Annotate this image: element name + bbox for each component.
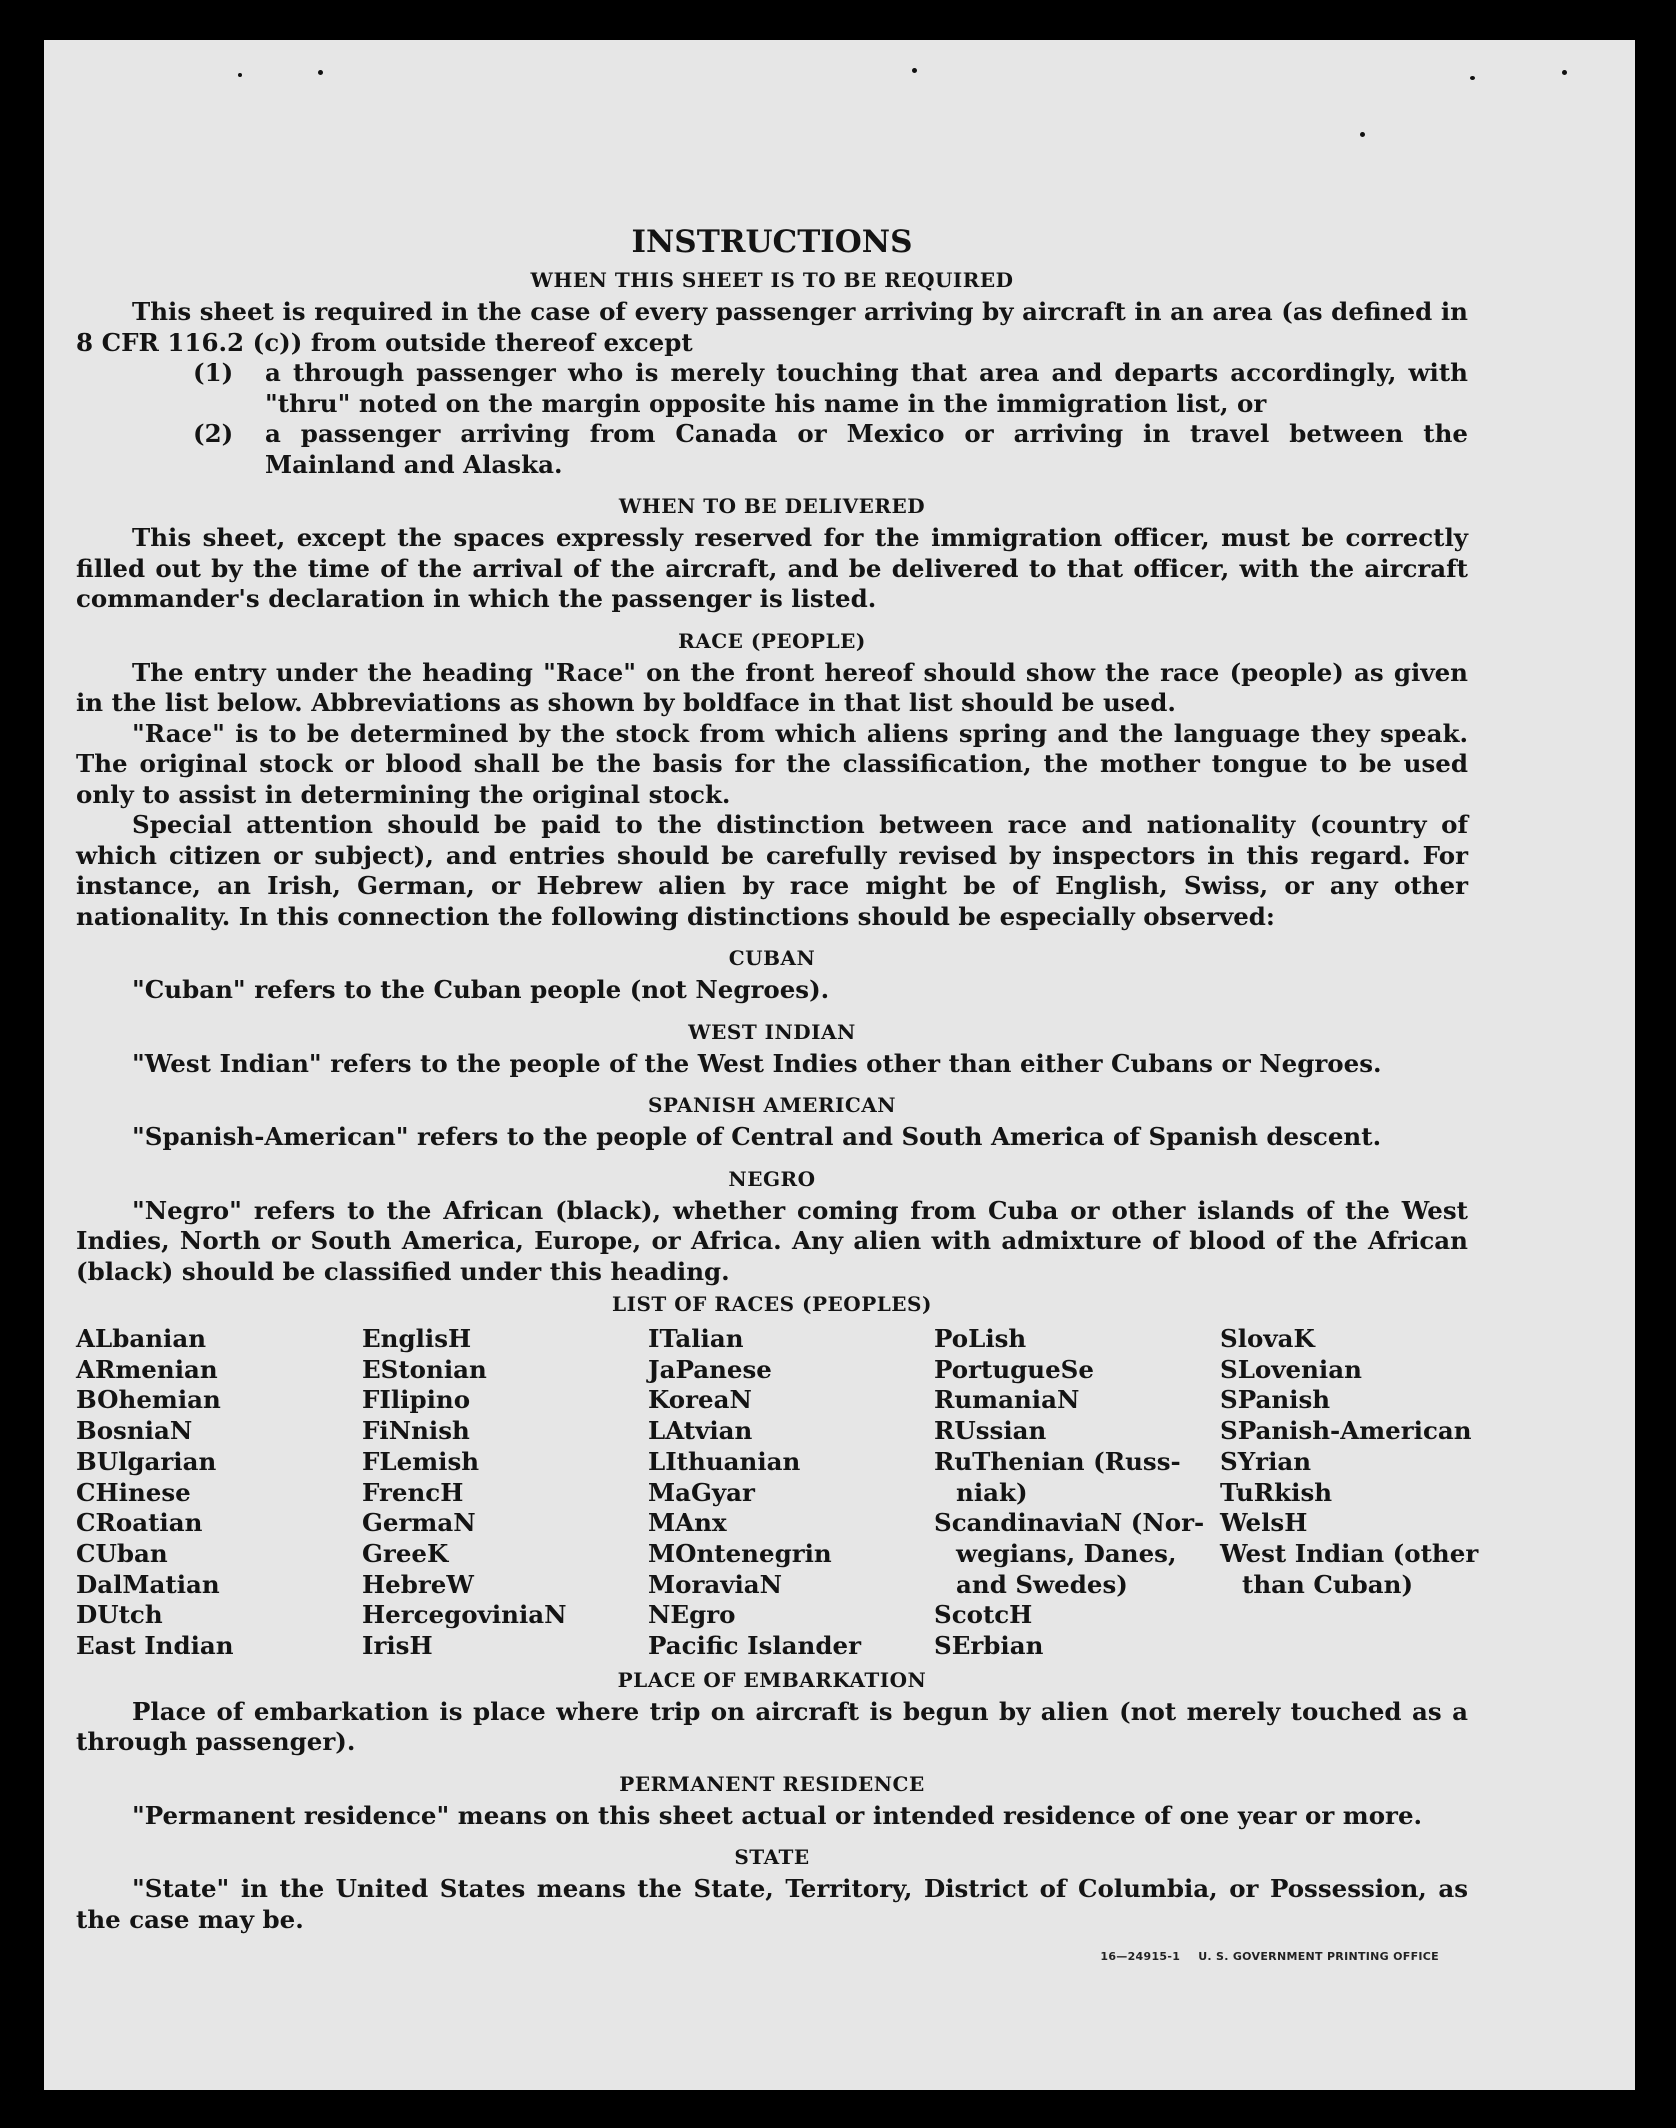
residence-text: "Permanent residence" means on this sheet actual or intended residence of one year or more.: [132, 1800, 1423, 1830]
race-entry: MOntenegrin: [648, 1538, 832, 1568]
race-entry: MaGyar: [648, 1477, 755, 1507]
race-entry: ARmenian: [76, 1354, 218, 1384]
race-column: [934, 1324, 1220, 1662]
race-entry: BosniaN: [76, 1416, 193, 1446]
when-delivered-text: This sheet, except the spaces expressly reserved for the immigration officer, must be correctly filled out by the time of the arrival of the aircraft, and be delivered to that officer, with the aircraft commander's declaration in which the passenger is listed.: [76, 523, 1468, 613]
negro-text: "Negro" refers to the African (black), whether coming from Cuba or other islands of the West Indies, North or South America, Europe, or Africa. Any alien with admixture of blood of the African (black) should be classified under this heading.: [76, 1195, 1468, 1286]
race-paragraph-1: The entry under the heading "Race" on the front hereof should show the race (people) as given in the list below. Abbreviations as shown by boldface in that list should be used.: [76, 657, 1468, 717]
race-entry: CRoatian: [76, 1508, 203, 1538]
west-indian-text: "West Indian" refers to the people of the West Indies other than either Cubans or Negroes.: [132, 1048, 1382, 1078]
race-paragraph-2: "Race" is to be determined by the stock from which aliens spring and the language they speak. The original stock or blood shall be the basis for the classification, the mother tongue to be used only to assist in determining the original stock.: [76, 718, 1468, 809]
race-entry: East Indian: [76, 1631, 234, 1661]
race-entry: DUtch: [76, 1600, 163, 1630]
race-entry-continued: wegians, Danes,: [956, 1538, 1177, 1568]
race-entry: RuThenian (Russ-: [934, 1446, 1181, 1476]
race-entry: SPanish-American: [1220, 1416, 1472, 1446]
heading-list-of-races: LIST OF RACES (PEOPLES): [612, 1292, 932, 1316]
race-entry: FIlipino: [362, 1385, 471, 1415]
race-entry-continued: niak): [956, 1477, 1028, 1507]
race-entry: BUlgarian: [76, 1446, 217, 1476]
race-entry: West Indian (other: [1220, 1538, 1479, 1568]
race-entry: KoreaN: [648, 1385, 752, 1415]
race-entry: ScotcH: [934, 1600, 1033, 1630]
printer-imprint: [1082, 1950, 1439, 1963]
heading-embarkation: PLACE OF EMBARKATION: [617, 1667, 927, 1692]
race-entry: GreeK: [362, 1538, 449, 1568]
race-entry: BOhemian: [76, 1385, 221, 1415]
exception-item: [76, 419, 1468, 480]
race-entry: MoraviaN: [648, 1569, 783, 1599]
exception-text: a through passenger who is merely touching that area and departs accordingly, with "thru" noted on the margin opposite his name in the immigration list, or: [265, 358, 1468, 418]
printing-office: U. S. GOVERNMENT PRINTING OFFICE: [1198, 1950, 1439, 1963]
document-page: [44, 40, 1635, 2090]
race-entry: LAtvian: [648, 1416, 753, 1446]
race-entry: NEgro: [648, 1600, 736, 1630]
race-column: [362, 1324, 648, 1662]
race-entry: ScandinaviaN (Nor-: [934, 1508, 1205, 1538]
form-number: 16—24915-1: [1100, 1950, 1181, 1963]
exception-text: a passenger arriving from Canada or Mexico or arriving in travel between the Mainland and Alaska.: [265, 419, 1468, 479]
heading-west-indian: WEST INDIAN: [688, 1019, 856, 1044]
race-entry: PoLish: [934, 1324, 1027, 1353]
heading-when-delivered: WHEN TO BE DELIVERED: [618, 494, 926, 518]
race-entry: PortugueSe: [934, 1354, 1094, 1384]
state-text: "State" in the United States means the State, Territory, District of Columbia, or Possession, as the case may be.: [76, 1874, 1468, 1934]
race-paragraph-3: Special attention should be paid to the distinction between race and nationality (country of which citizen or subject), and entries should be carefully revised by inspectors in this regard. For instance, an Irish, German, or Hebrew alien by race might be of English, Swiss, or any other nationality. In this connection the following distinctions should be especially observed:: [76, 810, 1468, 931]
race-column: [76, 1324, 362, 1662]
race-entry: RUssian: [934, 1416, 1047, 1446]
race-column: [648, 1324, 934, 1662]
race-entry: SPanish: [1220, 1385, 1331, 1415]
speck-mark: [1470, 76, 1475, 80]
speck-mark: [238, 73, 242, 77]
cuban-text: "Cuban" refers to the Cuban people (not Negroes).: [132, 975, 830, 1004]
speck-mark: [912, 68, 917, 73]
race-entry: CUban: [76, 1538, 168, 1568]
spanish-american-text: "Spanish-American" refers to the people of Central and South America of Spanish descent.: [132, 1122, 1382, 1151]
page-title: INSTRUCTIONS: [631, 224, 913, 260]
race-entry: HebreW: [362, 1569, 474, 1599]
race-entry: MAnx: [648, 1508, 727, 1538]
race-entry: FrencH: [362, 1477, 464, 1507]
race-entry: ITalian: [648, 1324, 744, 1353]
race-entry: ALbanian: [76, 1324, 207, 1353]
race-list: [76, 1324, 1479, 1662]
race-entry: HercegoviniaN: [362, 1600, 567, 1630]
race-entry: EnglisH: [362, 1324, 472, 1353]
race-entry: LIthuanian: [648, 1446, 801, 1476]
race-entry: Pacific Islander: [648, 1631, 861, 1661]
race-entry: SYrian: [1220, 1446, 1312, 1476]
race-column: [1220, 1324, 1506, 1662]
race-entry: SlovaK: [1220, 1324, 1315, 1353]
race-entry: EStonian: [362, 1354, 487, 1384]
race-entry-continued: than Cuban): [1242, 1569, 1414, 1599]
heading-permanent-residence: PERMANENT RESIDENCE: [619, 1771, 925, 1796]
heading-negro: NEGRO: [728, 1166, 816, 1191]
embarkation-text: Place of embarkation is place where trip on aircraft is begun by alien (not merely touched as a through passenger).: [76, 1696, 1468, 1757]
exception-number: (1): [193, 358, 234, 387]
race-entry: FiNnish: [362, 1416, 470, 1446]
speck-mark: [318, 70, 323, 75]
race-entry: IrisH: [362, 1631, 433, 1661]
race-entry: RumaniaN: [934, 1385, 1080, 1415]
race-entry: JaPanese: [648, 1354, 772, 1384]
exception-number: (2): [193, 419, 234, 448]
speck-mark: [1562, 70, 1567, 75]
heading-cuban: CUBAN: [728, 946, 816, 970]
race-entry: SLovenian: [1220, 1354, 1362, 1384]
race-entry: WelsH: [1220, 1508, 1308, 1538]
race-entry: SErbian: [934, 1631, 1044, 1661]
race-entry: GermaN: [362, 1508, 476, 1538]
race-entry: CHinese: [76, 1477, 191, 1507]
heading-when-required: WHEN THIS SHEET IS TO BE REQUIRED: [530, 268, 1014, 292]
race-entry: TuRkish: [1220, 1477, 1333, 1507]
when-required-text: This sheet is required in the case of every passenger arriving by aircraft in an area (as defined in 8 CFR 116.2 (c)) from outside thereof except: [76, 297, 1468, 357]
exception-item: [76, 358, 1468, 419]
heading-state: STATE: [734, 1845, 810, 1870]
heading-race: RACE (PEOPLE): [678, 628, 866, 653]
race-entry-continued: and Swedes): [956, 1569, 1128, 1599]
heading-spanish-american: SPANISH AMERICAN: [647, 1093, 897, 1117]
instructions-body: [76, 180, 1479, 1935]
race-entry: DalMatian: [76, 1569, 220, 1599]
speck-mark: [1360, 132, 1365, 137]
race-entry: FLemish: [362, 1446, 480, 1476]
